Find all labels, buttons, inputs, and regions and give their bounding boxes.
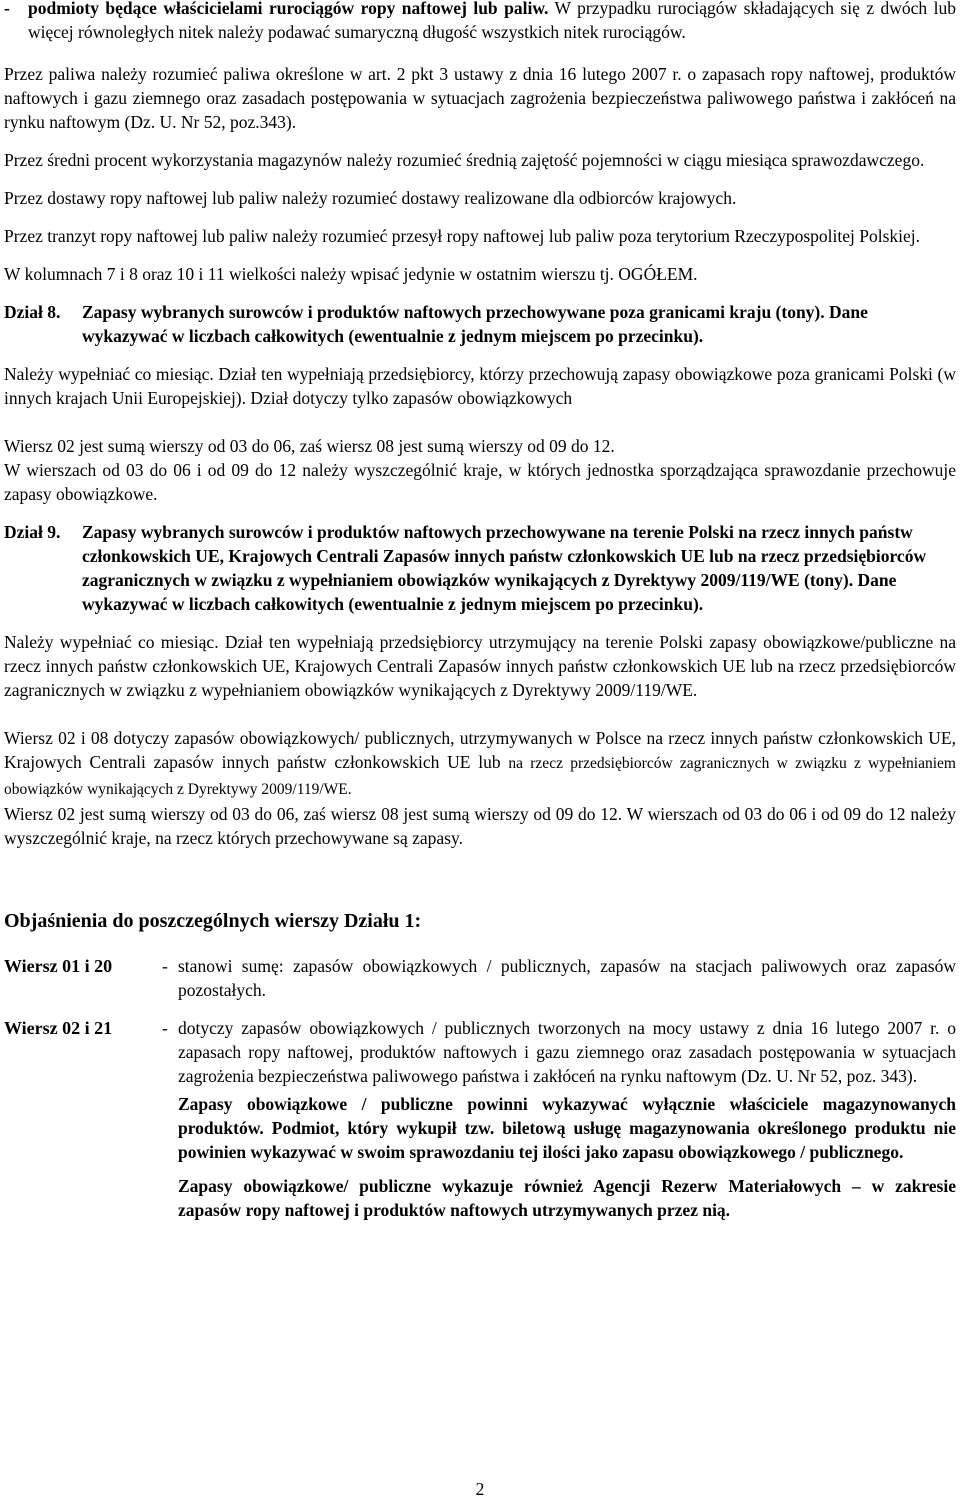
- explanation-row-02-21: [4, 1016, 956, 1222]
- section-9-paragraph-2: [4, 726, 956, 802]
- row-text: dotyczy zapasów obowiązkowych / publicznych tworzonych na mocy ustawy z dnia 16 lutego 2007 r. o zapasach ropy naftowej, produktów naftowych i gazu ziemnego oraz zasadach postępowania w sytuacjach zagrożenia bezpieczeństwa paliwowego państwa i zakłóceń na rynku naftowym (Dz. U. Nr 52, poz. 343).: [178, 1018, 956, 1086]
- section-9-heading: [4, 520, 956, 616]
- section-8-paragraph-1: Należy wypełniać co miesiąc. Dział ten wypełniają przedsiębiorcy, którzy przechowują zapasy obowiązkowe poza granicami Polski (w innych krajach Unii Europejskiej). Dział dotyczy tylko zapasów obowiązkowych: [4, 364, 956, 408]
- explanations-heading: Objaśnienia do poszczególnych wierszy Działu 1:: [4, 910, 422, 932]
- paragraph-deliveries: Przez dostawy ropy naftowej lub paliw należy rozumieć dostawy realizowane dla odbiorców krajowych.: [4, 188, 737, 208]
- section-8-label: Dział 8.: [4, 302, 61, 322]
- section-9-paragraph-2-small: na rzecz przedsiębiorców zagranicznych w związku z wypełnianiem obowiązków wynikających z Dyrektywy 2009/119/WE.: [4, 755, 956, 798]
- section-8-heading: [4, 300, 956, 348]
- paragraph-fuels: Przez paliwa należy rozumieć paliwa określone w art. 2 pkt 3 ustawy z dnia 16 lutego 2007 r. o zapasach ropy naftowej, produktów naftowych i gazu ziemnego oraz zasadach postępowania w sytuacjach zagrożenia bezpieczeństwa paliwowego państwa i zakłóceń na rynku naftowym (Dz. U. Nr 52, poz.343).: [4, 64, 956, 132]
- paragraph-transit: Przez tranzyt ropy naftowej lub paliw należy rozumieć przesył ropy naftowej lub paliw poza terytorium Rzeczypospolitej Polskiej.: [4, 226, 921, 246]
- row-dash: -: [162, 956, 168, 976]
- section-9-paragraph-3: Wiersz 02 jest sumą wierszy od 03 do 06, zaś wiersz 08 jest sumą wierszy od 09 do 12. W wierszach od 03 do 06 i od 09 do 12 należy wyszczególnić kraje, na rzecz których przechowywane są zapasy.: [4, 804, 956, 848]
- bullet-bold-text: podmioty będące właścicielami rurociągów ropy naftowej lub paliw.: [28, 0, 549, 18]
- row-bold-note-2: Zapasy obowiązkowe/ publiczne wykazuje również Agencji Rezerw Materiałowych – w zakresie zapasów ropy naftowej i produktów naftowych utrzymywanych przez nią.: [178, 1176, 956, 1220]
- explanation-row-01-20: [4, 954, 956, 1002]
- row-dash: -: [162, 1018, 168, 1038]
- section-8-title: Zapasy wybranych surowców i produktów naftowych przechowywane poza granicami kraju (tony). Dane wykazywać w liczbach całkowitych (ewentualnie z jednym miejscem po przecinku).: [82, 302, 868, 346]
- bullet-rest-text: W przypadku rurociągów składających się z dwóch lub więcej równoległych nitek należy podawać sumaryczną długość wszystkich nitek rurociągów.: [28, 0, 956, 42]
- paragraph-columns: W kolumnach 7 i 8 oraz 10 i 11 wielkości należy wpisać jedynie w ostatnim wierszu tj. OGÓŁEM.: [4, 264, 698, 284]
- row-label: Wiersz 02 i 21: [4, 1018, 113, 1038]
- section-9-label: Dział 9.: [4, 522, 61, 542]
- bullet-item: [4, 0, 956, 44]
- section-8-paragraph-2a: Wiersz 02 jest sumą wierszy od 03 do 06, zaś wiersz 08 jest sumą wierszy od 09 do 12.: [4, 436, 615, 456]
- row-text: stanowi sumę: zapasów obowiązkowych / publicznych, zapasów na stacjach paliwowych oraz zapasów pozostałych.: [178, 956, 956, 1000]
- page-number: 2: [475, 1479, 485, 1499]
- section-8-paragraph-2b: W wierszach od 03 do 06 i od 09 do 12 należy wyszczególnić kraje, w których jednostka sporządzająca sprawozdanie przechowuje zapasy obowiązkowe.: [4, 460, 956, 504]
- row-label: Wiersz 01 i 20: [4, 956, 113, 976]
- section-9-paragraph-1: Należy wypełniać co miesiąc. Dział ten wypełniają przedsiębiorcy utrzymujący na terenie Polski zapasy obowiązkowe/publiczne na rzecz innych państw członkowskich UE, Krajowych Centrali Zapasów innych państw członkowskich UE lub na rzecz przedsiębiorców zagranicznych w związku z wypełnianiem obowiązków wynikających z Dyrektywy 2009/119/WE.: [4, 632, 956, 700]
- section-9-title: Zapasy wybranych surowców i produktów naftowych przechowywane na terenie Polski na rzecz innych państw członkowskich UE, Krajowych Centrali Zapasów innych państw członkowskich UE lub na rzecz przedsiębiorców zagranicznych w związku z wypełnianiem obowiązków wynikających z Dyrektywy 2009/119/WE (tony). Dane wykazywać w liczbach całkowitych (ewentualnie z jednym miejscem po przecinku).: [82, 522, 927, 614]
- bullet-dash: -: [4, 0, 10, 18]
- row-bold-note-1: Zapasy obowiązkowe / publiczne powinni wykazywać wyłącznie właściciele magazynowanych produktów. Podmiot, który wykupił tzw. biletową usługę magazynowania określonego produktu nie powinien wykazywać w swoim sprawozdaniu tej ilości jako zapasu obowiązkowego / publicznego.: [178, 1094, 956, 1162]
- document-page: [4, 0, 956, 1499]
- section-9-paragraph-2-main: Wiersz 02 i 08 dotyczy zapasów obowiązkowych/ publicznych, utrzymywanych w Polsce na rzecz innych państw członkowskich UE, Krajowych Centrali zapasów innych państw członkowskich UE lub: [4, 728, 956, 772]
- paragraph-storage: Przez średni procent wykorzystania magazynów należy rozumieć średnią zajętość pojemności w ciągu miesiąca sprawozdawczego.: [4, 150, 925, 170]
